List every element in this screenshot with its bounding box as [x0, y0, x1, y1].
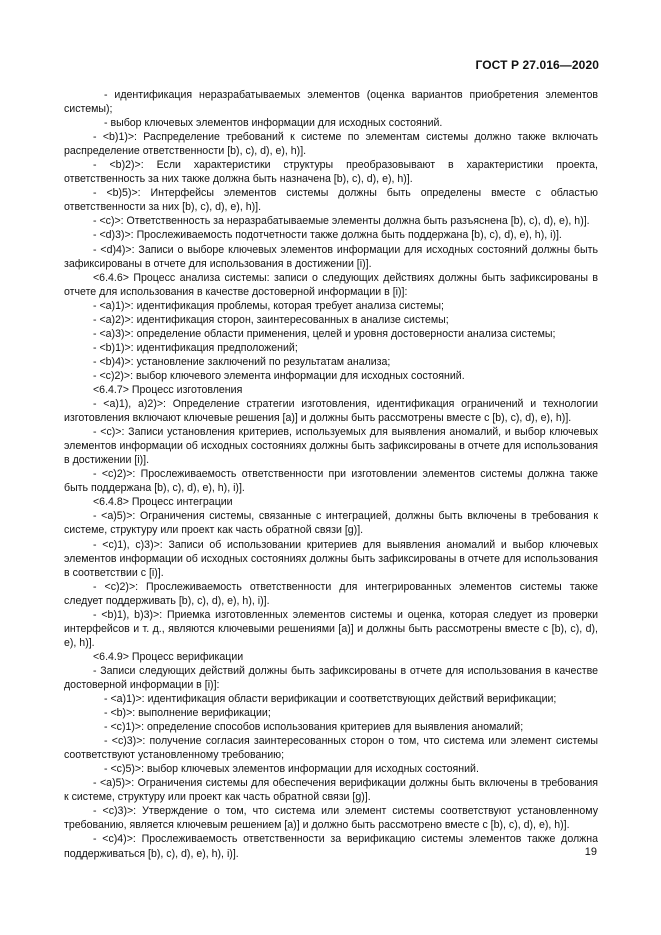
text-paragraph: - <a)5)>: Ограничения системы для обеспечения верификации должны быть включены в требования к системе, структуру или проект как часть обратной связи [g)]. — [64, 777, 598, 804]
text-paragraph: - <c)2)>: Прослеживаемость ответственности при изготовлении элементов системы должна также быть поддержана [b), c), d), e), h), i)]. — [64, 468, 598, 495]
text-paragraph: - <a)5)>: Ограничения системы, связанные с интеграцией, должны быть включены в требования к системе, структуру или проект как часть обратной связи [g)]. — [64, 510, 598, 537]
text-paragraph: - <b)4)>: установление заключений по результатам анализа; — [93, 355, 391, 368]
text-paragraph: - <a)3)>: определение области применения, целей и уровня достоверности анализа системы; — [93, 327, 556, 340]
section-heading: <6.4.7> Процесс изготовления — [93, 383, 243, 396]
section-heading: <6.4.9> Процесс верификации — [93, 650, 244, 663]
text-paragraph: - <c)>: Записи установления критериев, используемых для выявления аномалий, и выбор ключевых элементов информации об исходных состояниях должны быть зафиксированы в отчете для использования в достижении [i)]. — [64, 426, 598, 467]
text-paragraph: - Записи следующих действий должны быть зафиксированы в отчете для использования в качестве достоверной информации в [i)]: — [64, 664, 598, 691]
text-paragraph: <6.4.6> Процесс анализа системы: записи о следующих действиях должны быть зафиксированы в отчете для использования в качестве достоверной информации в [i)]: — [64, 271, 598, 298]
text-paragraph: - <b)1)>: идентификация предположений; — [93, 341, 298, 354]
text-paragraph: - <c)>: Ответственность за неразрабатываемые элементы должна быть разъяснена [b), c), d), e), h)]. — [93, 215, 590, 228]
text-paragraph: - идентификация неразрабатываемых элементов (оценка вариантов приобретения элементов системы); — [64, 89, 598, 116]
document-code-header: ГОСТ Р 27.016—2020 — [475, 58, 599, 72]
text-paragraph: - <c)1), c)3)>: Записи об использовании критериев для выявления аномалий и выбор ключевых элементов информации об исходных состояниях должны быть зафиксированы в отчете для использования в соответствии с [i)]. — [64, 538, 598, 579]
text-paragraph: - <c)2)>: выбор ключевого элемента информации для исходных состояний. — [93, 369, 465, 382]
text-paragraph: - <c)2)>: Прослеживаемость ответственности для интегрированных элементов системы также следует поддерживать [b), c), d), e), h), i)]. — [64, 580, 598, 607]
text-paragraph: - <a)1)>: идентификация проблемы, которая требует анализа системы; — [93, 299, 444, 312]
text-paragraph: - <a)1)>: идентификация области верификации и соответствующих действий верификации; — [104, 693, 557, 706]
text-paragraph: - <c)3)>: получение согласия заинтересованных сторон о том, что система или элемент системы соответствуют установленному требованию; — [64, 735, 598, 762]
section-heading: <6.4.8> Процесс интеграции — [93, 496, 233, 509]
text-paragraph: - <d)4)>: Записи о выборе ключевых элементов информации для исходных состояний должны быть зафиксированы в отчете для использования в достижении [i)]. — [64, 243, 598, 270]
text-paragraph: - <c)1)>: определение способов использования критериев для выявления аномалий; — [104, 721, 524, 734]
text-paragraph: - <b)1), b)3)>: Приемка изготовленных элементов системы и оценка, которая следует из проверки интерфейсов и т. д., являются ключевыми решениями [a)] и должны быть рассмотрены вместе с [b), c), d), e), h)]. — [64, 608, 598, 649]
text-paragraph: - <b)>: выполнение верификации; — [104, 707, 271, 720]
text-paragraph: - выбор ключевых элементов информации для исходных состояний. — [104, 117, 443, 130]
text-paragraph: - <c)5)>: выбор ключевых элементов информации для исходных состояний. — [104, 763, 479, 776]
text-paragraph: - <b)5)>: Интерфейсы элементов системы должны быть определены вместе с областью ответственности за них [b), c), d), e), h)]. — [64, 187, 598, 214]
text-paragraph: - <b)2)>: Если характеристики структуры преобразовывают в характеристики проекта, ответственность за них также должна быть назначена [b), c), d), e), h)]. — [64, 159, 598, 186]
page-number: 19 — [584, 846, 597, 858]
text-paragraph: - <c)4)>: Прослеживаемость ответственности за верификацию системы элементов также должна поддерживаться [b), c), d), e), h), i)]. — [64, 833, 598, 860]
text-paragraph: - <a)2)>: идентификация сторон, заинтересованных в анализе системы; — [93, 313, 449, 326]
document-body — [64, 88, 598, 861]
text-paragraph: - <b)1)>: Распределение требований к системе по элементам системы должно также включать распределение ответственности [b), c), d), e), h)]. — [64, 131, 598, 158]
text-paragraph: - <a)1), a)2)>: Определение стратегии изготовления, идентификация ограничений и технологии изготовления включают ключевые решения [a)] и должны быть рассмотрены вместе с [b), c), d), e), h)]. — [64, 398, 598, 425]
text-paragraph: - <d)3)>: Прослеживаемость подотчетности также должна быть поддержана [b), c), d), e), h), i)]. — [93, 229, 562, 242]
text-paragraph: - <c)3)>: Утверждение о том, что система или элемент системы соответствуют установленному требованию, является ключевым решением [a)] и должно быть рассмотрено вместе с [b), c), d), e), h)]. — [64, 805, 598, 832]
